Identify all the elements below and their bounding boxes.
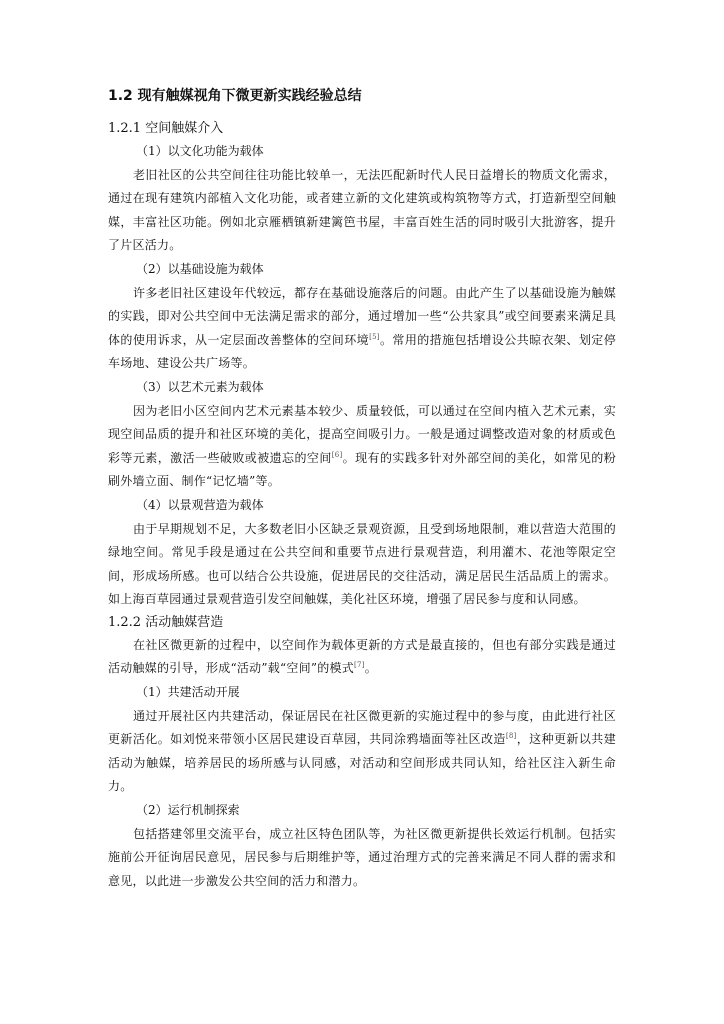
item-heading: （1）共建活动开展 [136, 685, 240, 700]
citation-ref: [8] [505, 732, 517, 741]
paragraph-text: 老旧社区的公共空间往往功能比较单一，无法匹配新时代人民日益增长的物质文化需求，通过在现有建筑内部植入文化功能，或者建立新的文化建筑或构筑物等方式，打造新型空间触媒，丰富社区功能。例如北京雁栖镇新建篱笆书屋，丰富百姓生活的同时吸引大批游客，提升了片区活力。 [108, 167, 616, 253]
citation-ref: [6] [331, 450, 343, 459]
subsection-heading: 1.2.2 活动触媒营造 [108, 614, 224, 630]
paragraph [108, 518, 616, 612]
paragraph [108, 705, 616, 799]
paragraph-text: 通过开展社区内共建活动，保证居民在社区微更新的实施过程中的参与度，由此进行社区更新活化。如刘悦来带领小区居民建设百草园，共同涂鸦墙面等社区改造 [108, 708, 616, 747]
paragraph [108, 634, 616, 681]
paragraph [108, 400, 616, 494]
paragraph-text: 包括搭建邻里交流平台，成立社区特色团队等，为社区微更新提供长效运行机制。包括实施前公开征询居民意见，居民参与后期维护等，通过治理方式的完善来满足不同人群的需求和意见，以此进一步激发公共空间的活力和潜力。 [108, 826, 616, 888]
section-title: 1.2 现有触媒视角下微更新实践经验总结 [108, 88, 362, 104]
item-heading: （2）以基础设施为载体 [136, 261, 264, 276]
paragraph-text: 在社区微更新的过程中，以空间作为载体更新的方式是最直接的，但也有部分实践是通过活动触媒的引导，形成“活动”载“空间”的模式 [108, 637, 616, 676]
document-page [108, 86, 616, 893]
paragraph-text: 因为老旧小区空间内艺术元素基本较少、质量较低，可以通过在空间内植入艺术元素，实现空间品质的提升和社区环境的美化，提高空间吸引力。一般是通过调整改造对象的材质或色彩等元素，激活一些破败或被遗忘的空间 [108, 403, 616, 465]
item-heading: （1）以文化功能为载体 [136, 144, 264, 158]
paragraph-text: ，这种更新以共建活动为触媒，培养居民的场所感与认同感，对活动和空间形成共同认知，给社区注入新生命力。 [108, 732, 616, 794]
citation-ref: [5] [369, 332, 380, 341]
subsection-heading: 1.2.1 空间触媒介入 [108, 121, 224, 136]
item-heading: （4）以景观营造为载体 [136, 497, 264, 512]
paragraph [108, 823, 616, 894]
paragraph-text: 。现有的实践多针对外部空间的美化，如常见的粉刷外墙立面、制作“记忆墙”等。 [108, 450, 616, 489]
paragraph [108, 164, 616, 258]
paragraph-text: 。 [364, 661, 377, 676]
citation-ref: [7] [354, 661, 365, 670]
item-heading: （3）以艺术元素为载体 [136, 379, 264, 394]
item-heading: （2）运行机制探索 [136, 803, 240, 818]
paragraph-text: 。常用的措施包括增设公共晾衣架、划定停车场地、建设公共广场等。 [108, 332, 616, 371]
paragraph [108, 282, 616, 376]
paragraph-text: 由于早期规划不足，大多数老旧小区缺乏景观资源，且受到场地限制，难以营造大范围的绿地空间。常见手段是通过在公共空间和重要节点进行景观营造，利用灌木、花池等限定空间，形成场所感。也可以结合公共设施，促进居民的交往活动，满足居民生活品质上的需求。如上海百草园通过景观营造引发空间触媒，美化社区环境，增强了居民参与度和认同感。 [108, 521, 616, 607]
paragraph-text: 许多老旧社区建设年代较远，都存在基础设施落后的问题。由此产生了以基础设施为触媒的实践，即对公共空间中无法满足需求的部分，通过增加一些“公共家具”或空间要素来满足具体的使用诉求，从一定层面改善整体的空间环境 [108, 285, 616, 347]
